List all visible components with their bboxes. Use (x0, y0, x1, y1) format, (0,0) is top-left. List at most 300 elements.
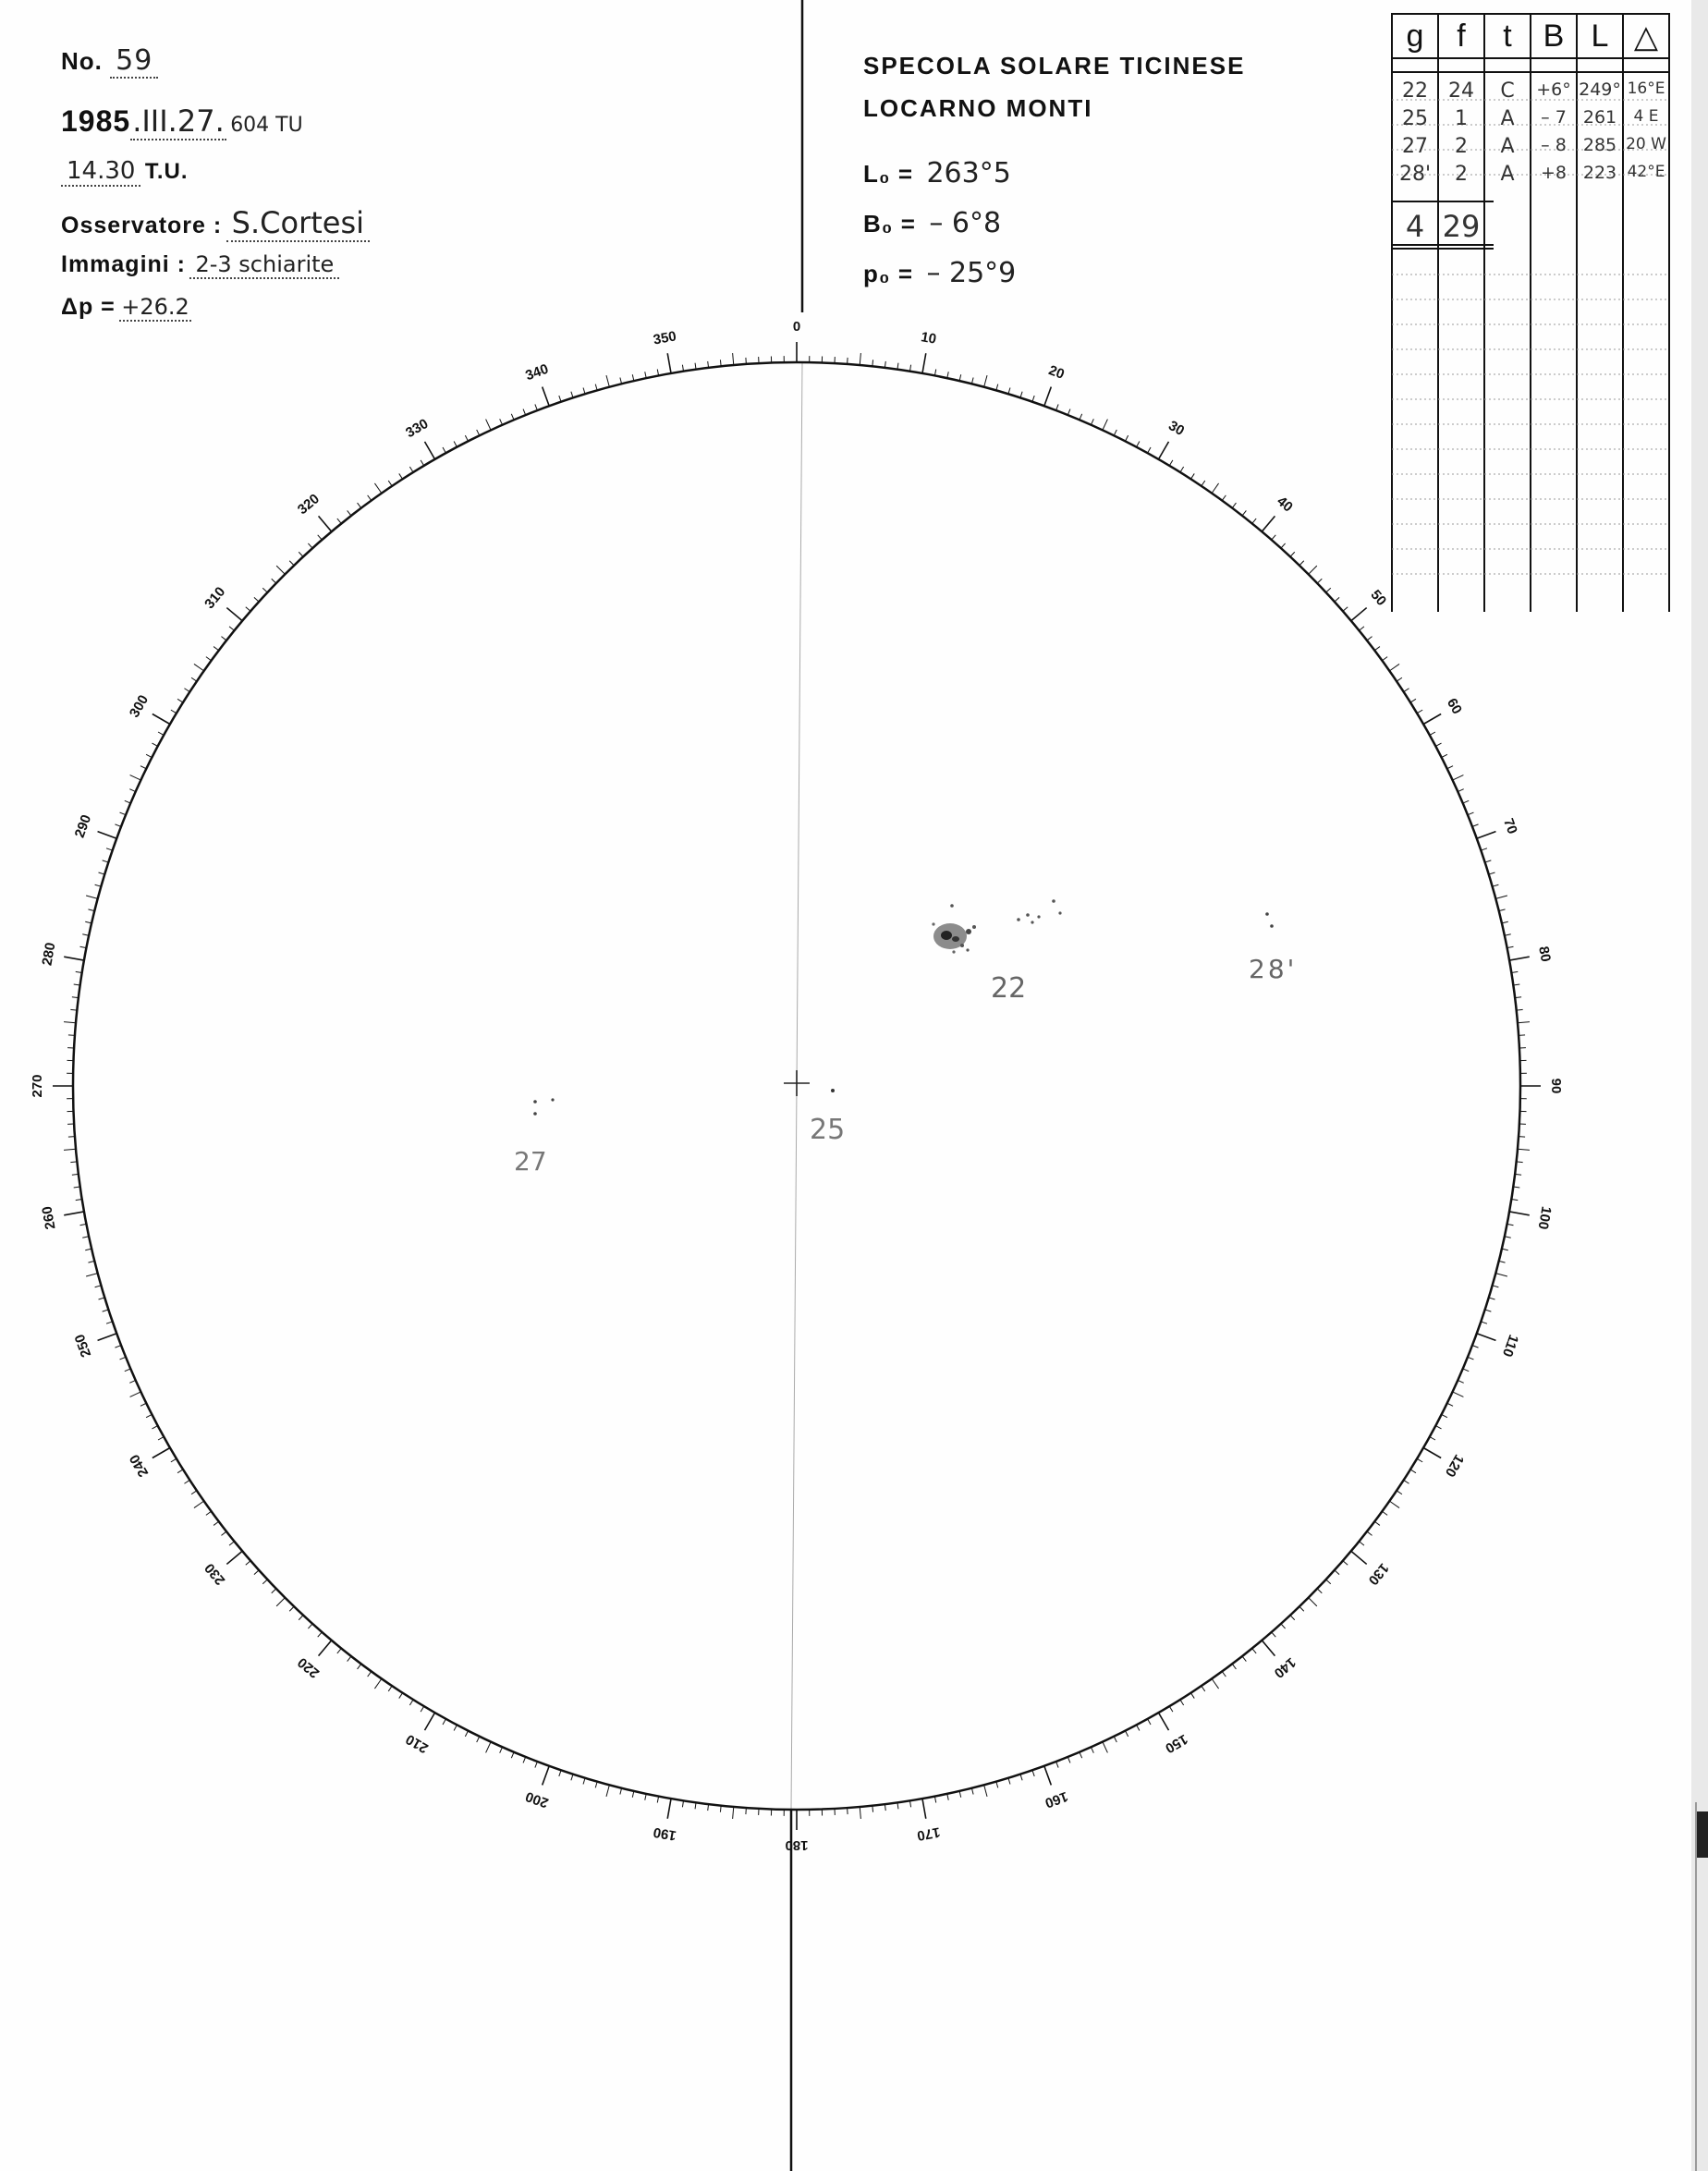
degree-tick (129, 789, 135, 792)
degree-tick (1091, 419, 1093, 424)
degree-tick (1468, 812, 1474, 815)
degree-tick (1453, 1392, 1464, 1397)
degree-tick (1202, 1686, 1205, 1691)
degree-tick (535, 1762, 538, 1768)
degree-tick (1290, 1616, 1295, 1620)
degree-tick (1180, 1700, 1184, 1705)
degree-tick (194, 1501, 204, 1507)
cell-L: 249° (1579, 79, 1621, 100)
degree-tick (125, 1369, 130, 1372)
sunspot-group-28p (1265, 912, 1274, 928)
degree-tick (454, 441, 457, 446)
degree-tick (477, 1737, 480, 1742)
delta-p-value: +26.2 (121, 294, 189, 320)
degree-tick (1447, 766, 1453, 769)
degree-tick (1343, 1561, 1348, 1566)
degree-tick (443, 1719, 445, 1725)
date-value: .III.27. (132, 104, 225, 139)
degree-label: 30 (1165, 418, 1188, 440)
degree-tick (1242, 510, 1246, 516)
degree-label: 200 (523, 1787, 551, 1811)
degree-tick (1360, 627, 1364, 630)
degree-tick (221, 1531, 226, 1535)
degree-tick (1020, 392, 1022, 398)
time-value: 14.30 (61, 157, 140, 187)
degree-tick (1477, 832, 1496, 839)
scan-edge (1691, 0, 1708, 2171)
degree-tick (733, 1807, 734, 1819)
degree-tick (1442, 1414, 1447, 1417)
degree-tick (177, 699, 183, 702)
degree-tick (308, 1624, 312, 1628)
degree-tick (1489, 872, 1495, 874)
degree-tick (523, 1757, 526, 1763)
degree-label: 40 (1274, 493, 1296, 516)
degree-tick (645, 372, 646, 378)
degree-tick (1435, 1426, 1441, 1429)
degree-tick (1463, 800, 1469, 803)
degree-tick (125, 800, 130, 803)
p0-label: p₀ = (863, 260, 914, 287)
degree-tick (1103, 420, 1107, 431)
degree-tick (1252, 1649, 1256, 1653)
degree-tick (152, 1448, 170, 1458)
group-table-grid (1392, 14, 1669, 612)
degree-label: 10 (919, 329, 938, 348)
degree-tick (1232, 503, 1236, 508)
b0-value: – 6°8 (929, 207, 1002, 239)
degree-tick (86, 1274, 98, 1276)
degree-tick (535, 404, 538, 410)
degree-tick (1008, 388, 1010, 395)
degree-tick (152, 714, 170, 725)
col-header-t: t (1503, 18, 1512, 54)
images-label: Immagini : (61, 251, 187, 277)
degree-tick (64, 957, 84, 960)
degree-tick (1435, 743, 1441, 746)
degree-tick (130, 775, 141, 780)
time-unit: T.U. (144, 159, 189, 184)
degree-label: 90 (1548, 1078, 1565, 1094)
degree-tick (115, 824, 121, 827)
degree-tick (214, 647, 219, 651)
degree-tick (1148, 447, 1151, 453)
degree-tick (191, 677, 197, 681)
degree-tick (246, 607, 250, 612)
degree-label: 20 (1046, 362, 1067, 383)
sunspot-group-27 (533, 1098, 554, 1115)
degree-tick (1430, 732, 1435, 735)
degree-label: 100 (1534, 1204, 1555, 1231)
degree-tick (1222, 1671, 1226, 1677)
degree-tick (82, 934, 89, 935)
degree-tick (1222, 495, 1226, 501)
degree-tick (98, 1334, 117, 1341)
cell-g: 22 (1402, 79, 1428, 103)
degree-tick (1159, 1713, 1169, 1730)
degree-tick (1335, 1570, 1339, 1575)
degree-tick (191, 1491, 197, 1494)
degree-tick (226, 1551, 242, 1564)
degree-tick (374, 1678, 381, 1689)
degree-tick (262, 588, 267, 592)
cell-t: A (1500, 163, 1515, 186)
degree-tick (1481, 848, 1487, 850)
degree-tick (358, 1664, 361, 1669)
total-spots: 29 (1442, 209, 1481, 244)
degree-tick (1404, 1480, 1409, 1483)
group-label-28p: 28' (1249, 954, 1298, 984)
degree-label: 130 (1364, 1559, 1392, 1589)
degree-tick (409, 1700, 413, 1705)
degree-tick (543, 1766, 550, 1786)
col-header-B: B (1543, 18, 1565, 54)
degree-tick (64, 1212, 84, 1215)
degree-tick (399, 1693, 403, 1699)
degree-tick (1309, 1598, 1317, 1606)
degree-tick (171, 710, 177, 714)
degree-tick (1423, 1448, 1441, 1458)
l0-value: 263°5 (926, 157, 1011, 189)
degree-tick (120, 1357, 127, 1360)
degree-tick (1505, 1237, 1511, 1238)
degree-tick (1080, 414, 1082, 420)
degree-tick (64, 1149, 76, 1150)
degree-label: 280 (39, 941, 59, 968)
degree-tick (1518, 1022, 1530, 1023)
degree-tick (511, 414, 514, 420)
cell-L: 223 (1582, 163, 1617, 183)
degree-tick (319, 516, 332, 531)
degree-tick (130, 1392, 141, 1397)
degree-tick (103, 860, 109, 862)
degree-tick (1382, 1511, 1387, 1515)
degree-tick (129, 1380, 135, 1383)
degree-tick (1326, 588, 1331, 592)
degree-label: 220 (294, 1653, 323, 1681)
degree-tick (1389, 664, 1399, 670)
degree-tick (106, 848, 113, 850)
degree-tick (272, 1589, 276, 1593)
b0-label: B₀ = (863, 210, 916, 238)
degree-label: 210 (403, 1730, 432, 1757)
institute-location: LOCARNO MONTI (863, 94, 1093, 122)
degree-tick (1068, 409, 1070, 416)
degree-tick (1397, 677, 1402, 681)
cell-f: 24 (1448, 79, 1474, 103)
degree-tick (184, 1480, 189, 1483)
cell-t: C (1500, 79, 1515, 103)
cell-B: – 7 (1541, 107, 1567, 128)
sunspot-group-25 (831, 1089, 835, 1092)
degree-tick (606, 375, 609, 387)
degree-tick (1056, 404, 1059, 410)
degree-tick (229, 627, 234, 630)
degree-tick (443, 447, 445, 453)
degree-tick (1518, 1149, 1530, 1150)
degree-tick (947, 372, 948, 378)
degree-tick (1169, 1706, 1173, 1712)
degree-tick (140, 766, 146, 769)
cell-B: – 8 (1541, 135, 1567, 155)
degree-label: 260 (39, 1204, 59, 1231)
degree-tick (358, 503, 361, 508)
degree-label: 320 (294, 491, 323, 518)
degree-tick (1472, 824, 1479, 827)
degree-tick (120, 812, 127, 815)
degree-tick (465, 435, 468, 441)
degree-tick (1317, 1589, 1322, 1593)
degree-label: 110 (1498, 1332, 1522, 1360)
degree-tick (184, 689, 189, 692)
degree-tick (194, 664, 204, 670)
degree-label: 310 (201, 583, 229, 613)
degree-tick (1032, 396, 1034, 402)
degree-tick (348, 1656, 351, 1662)
degree-tick (1169, 460, 1173, 466)
degree-tick (409, 467, 413, 472)
degree-tick (1509, 957, 1530, 960)
cell-g: 27 (1402, 135, 1428, 158)
degree-tick (1252, 518, 1256, 523)
degree-tick (1430, 1437, 1435, 1440)
degree-label: 120 (1441, 1451, 1468, 1480)
cell-L: 285 (1582, 135, 1617, 155)
degree-tick (1044, 387, 1052, 407)
observer-value: S.Cortesi (226, 205, 370, 242)
degree-tick (1485, 1310, 1492, 1311)
degree-label: 270 (29, 1074, 45, 1098)
degree-tick (1125, 435, 1128, 441)
date-tu: 604 TU (230, 114, 303, 137)
degree-tick (1202, 481, 1205, 486)
degree-tick (1481, 1322, 1487, 1323)
degree-tick (337, 1649, 341, 1653)
degree-tick (1404, 689, 1409, 692)
degree-tick (152, 743, 157, 746)
sunspot-group-22 (932, 899, 1061, 953)
cell-delta: 20 W (1626, 135, 1666, 153)
degree-tick (206, 657, 212, 661)
degree-label: 50 (1367, 587, 1390, 609)
degree-tick (1137, 1725, 1140, 1730)
degree-tick (1114, 430, 1116, 435)
degree-tick (1495, 1274, 1507, 1276)
observer-label: Osservatore : (61, 213, 223, 238)
degree-tick (1485, 860, 1492, 862)
total-groups: 4 (1405, 209, 1425, 244)
degree-tick (500, 1747, 503, 1752)
degree-tick (571, 1775, 573, 1781)
degree-tick (374, 483, 381, 494)
degree-tick (1489, 1298, 1495, 1299)
degree-tick (1423, 714, 1441, 725)
degree-tick (299, 552, 303, 556)
degree-tick (272, 579, 276, 583)
degree-tick (1103, 1742, 1107, 1753)
cell-f: 2 (1455, 135, 1468, 158)
cell-delta: 4 E (1633, 107, 1659, 126)
degree-tick (1190, 473, 1194, 479)
degree-tick (1477, 1334, 1496, 1341)
degree-tick (214, 1521, 219, 1525)
degree-tick (1056, 1762, 1059, 1768)
degree-tick (922, 1799, 926, 1819)
degree-tick (64, 1022, 76, 1023)
degree-tick (146, 754, 152, 757)
degree-tick (1472, 1346, 1479, 1348)
degree-label: 290 (71, 812, 95, 840)
degree-tick (1360, 1542, 1364, 1545)
degree-tick (318, 535, 323, 540)
degree-tick (984, 1785, 987, 1797)
degree-tick (1008, 1778, 1010, 1785)
degree-tick (299, 1616, 303, 1620)
degree-tick (486, 1742, 491, 1753)
cell-delta: 16°E (1627, 79, 1665, 98)
degree-label: 160 (1043, 1787, 1070, 1811)
degree-tick (82, 1237, 89, 1238)
images-value: 2-3 schiarite (189, 251, 339, 279)
degree-tick (1281, 543, 1286, 548)
degree-tick (1509, 1212, 1530, 1215)
degree-tick (1242, 1656, 1246, 1662)
degree-label: 70 (1500, 816, 1520, 836)
cell-f: 1 (1455, 107, 1468, 130)
degree-tick (319, 1640, 332, 1656)
degree-tick (1389, 1501, 1399, 1507)
degree-tick (421, 1706, 424, 1712)
degree-tick (667, 1799, 671, 1819)
degree-tick (583, 388, 585, 395)
degree-tick (1468, 1357, 1474, 1360)
degree-tick (1032, 1770, 1034, 1776)
degree-tick (1417, 710, 1422, 714)
degree-tick (1397, 1491, 1402, 1494)
degree-tick (1137, 441, 1140, 446)
degree-tick (1080, 1752, 1082, 1758)
cell-g: 28' (1398, 163, 1432, 186)
degree-tick (645, 1794, 646, 1800)
degree-tick (606, 1785, 609, 1797)
degree-tick (511, 1752, 514, 1758)
degree-tick (1326, 1579, 1331, 1584)
degree-tick (1343, 607, 1348, 612)
cell-B: +6° (1536, 79, 1571, 100)
degree-tick (477, 430, 480, 435)
cell-g: 25 (1402, 107, 1428, 130)
degree-tick (1125, 1731, 1128, 1737)
degree-tick (348, 510, 351, 516)
degree-tick (1262, 516, 1275, 531)
year: 1985 (61, 104, 131, 138)
degree-tick (86, 896, 98, 898)
degree-label: 60 (1443, 695, 1465, 717)
degree-tick (103, 1310, 109, 1311)
degree-tick (1091, 1747, 1093, 1752)
degree-tick (523, 409, 526, 416)
degree-label: 330 (403, 415, 432, 442)
cell-L: 261 (1582, 107, 1617, 128)
degree-tick (221, 637, 226, 640)
degree-tick (276, 1598, 285, 1606)
degree-tick (206, 1511, 212, 1515)
degree-tick (1232, 1664, 1236, 1669)
degree-tick (1159, 442, 1169, 459)
degree-tick (1442, 754, 1447, 757)
cell-f: 2 (1455, 163, 1468, 186)
degree-tick (922, 353, 926, 373)
degree-tick (1351, 608, 1367, 621)
degree-tick (1374, 1521, 1380, 1525)
degree-tick (1281, 1624, 1286, 1628)
degree-tick (1458, 1380, 1463, 1383)
degree-tick (337, 518, 341, 523)
p0-value: – 25°9 (926, 257, 1017, 289)
degree-label: 250 (71, 1332, 95, 1360)
degree-tick (1505, 934, 1511, 935)
institute-name: SPECOLA SOLARE TICINESE (863, 52, 1246, 79)
degree-label: 140 (1270, 1653, 1299, 1681)
degree-tick (1272, 535, 1276, 540)
degree-tick (425, 442, 435, 459)
degree-tick (1335, 597, 1339, 602)
degree-tick (289, 1606, 294, 1611)
degree-tick (667, 353, 671, 373)
degree-tick (1299, 1606, 1304, 1611)
degree-tick (1317, 579, 1322, 583)
degree-tick (158, 732, 164, 735)
degree-tick (1148, 1719, 1151, 1725)
cell-B: +8 (1540, 163, 1567, 183)
degree-tick (171, 1458, 177, 1462)
col-header-L: L (1591, 18, 1609, 54)
degree-tick (571, 392, 573, 398)
col-header-delta: △ (1633, 19, 1659, 55)
number-value: 59 (110, 44, 158, 79)
degree-tick (226, 608, 242, 621)
degree-tick (1180, 467, 1184, 472)
degree-tick (1290, 552, 1295, 556)
degree-tick (388, 481, 392, 486)
degree-label: 80 (1535, 945, 1554, 964)
degree-tick (454, 1725, 457, 1730)
delta-p-label: Δp = (61, 294, 116, 320)
degree-tick (1410, 699, 1416, 702)
degree-label: 240 (126, 1451, 152, 1480)
degree-tick (1351, 1551, 1367, 1564)
degree-tick (146, 1414, 152, 1417)
degree-tick (486, 420, 491, 431)
degree-tick (289, 561, 294, 566)
degree-tick (1114, 1737, 1116, 1742)
degree-tick (1410, 1470, 1416, 1473)
degree-tick (177, 1470, 183, 1473)
degree-tick (1309, 566, 1317, 574)
degree-tick (1447, 1403, 1453, 1406)
degree-tick (465, 1731, 468, 1737)
degree-tick (1382, 657, 1387, 661)
degree-tick (500, 419, 503, 424)
degree-label: 190 (652, 1823, 678, 1844)
degree-tick (254, 597, 259, 602)
degree-tick (152, 1426, 157, 1429)
col-header-g: g (1406, 18, 1424, 54)
degree-tick (388, 1686, 392, 1691)
degree-tick (733, 353, 734, 365)
degree-label: 340 (523, 360, 551, 384)
degree-tick (1190, 1693, 1194, 1699)
